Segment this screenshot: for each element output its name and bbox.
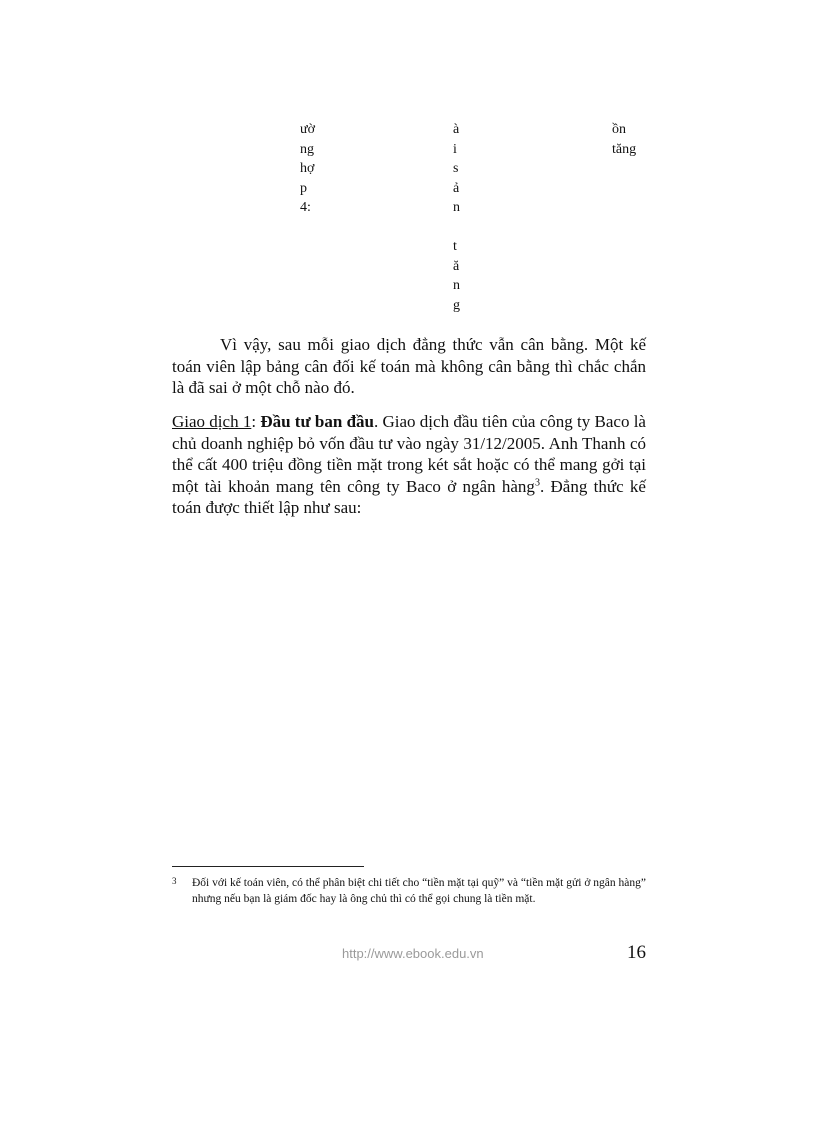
footnote-reference: 3: [534, 476, 540, 488]
table-cell: g: [453, 297, 460, 313]
table-cell: à: [453, 122, 460, 137]
page-number: 16: [627, 942, 646, 963]
table-cell: 4:: [300, 200, 311, 215]
footnote-text: Đối với kế toán viên, có thể phân biệt chi tiết cho “tiền mặt tại quỹ” và “tiền mặt gửi ở ngân hàng” nhưng nếu bạn là giám đốc hay là ông chủ thì có thể gọi chung là tiền mặt.: [192, 877, 646, 905]
footnote-mark: 3: [172, 876, 177, 886]
transaction-colon: :: [251, 412, 261, 431]
table-cell: ả: [453, 180, 460, 196]
table-cell: p: [300, 180, 307, 196]
table-cell: i: [453, 141, 457, 157]
table-cell: n: [453, 278, 460, 293]
paragraph-balance: Vì vậy, sau mỗi giao dịch đẳng thức vẫn cân bằng. Một kế toán viên lập bảng cân đối kế toán mà không cân bằng thì chắc chắn là đã sai ở một chỗ nào đó.: [172, 335, 646, 397]
table-cell: t: [453, 239, 457, 254]
transaction-text-after: . Đẳng thức kế toán được thiết lập như sau:: [172, 476, 646, 517]
transaction-label: Giao dịch 1: [172, 412, 252, 431]
table-cell: ă: [453, 258, 460, 274]
table-cell: hợ: [300, 161, 315, 176]
table-cell: n: [453, 200, 460, 215]
table-cell: ng: [300, 141, 314, 157]
transaction-title: Đầu tư ban đầu: [260, 412, 374, 431]
table-cell: [453, 218, 460, 238]
table-column-3: [612, 120, 636, 159]
table-cell: ườ: [300, 122, 315, 137]
footnote: [172, 875, 646, 907]
table-cell: tăng: [612, 141, 637, 157]
paragraph-transaction-1: [172, 411, 646, 519]
footnote-divider: [172, 866, 364, 867]
transaction-text: . Giao dịch đầu tiên của công ty Baco là chủ doanh nghiệp bỏ vốn đầu tư vào ngày 31/12/2005. Anh Thanh có thể cất 400 triệu đồng tiền mặt trong két sắt hoặc có thể mang gởi tại một tài khoản mang tên công ty Baco ở ngân hàng: [172, 412, 646, 496]
footer-url: http://www.ebook.edu.vn: [342, 946, 484, 961]
table-column-1: [300, 120, 315, 218]
table-cell: s: [453, 161, 459, 176]
table-cell: ồn: [612, 122, 626, 137]
table-column-2: [453, 120, 460, 315]
